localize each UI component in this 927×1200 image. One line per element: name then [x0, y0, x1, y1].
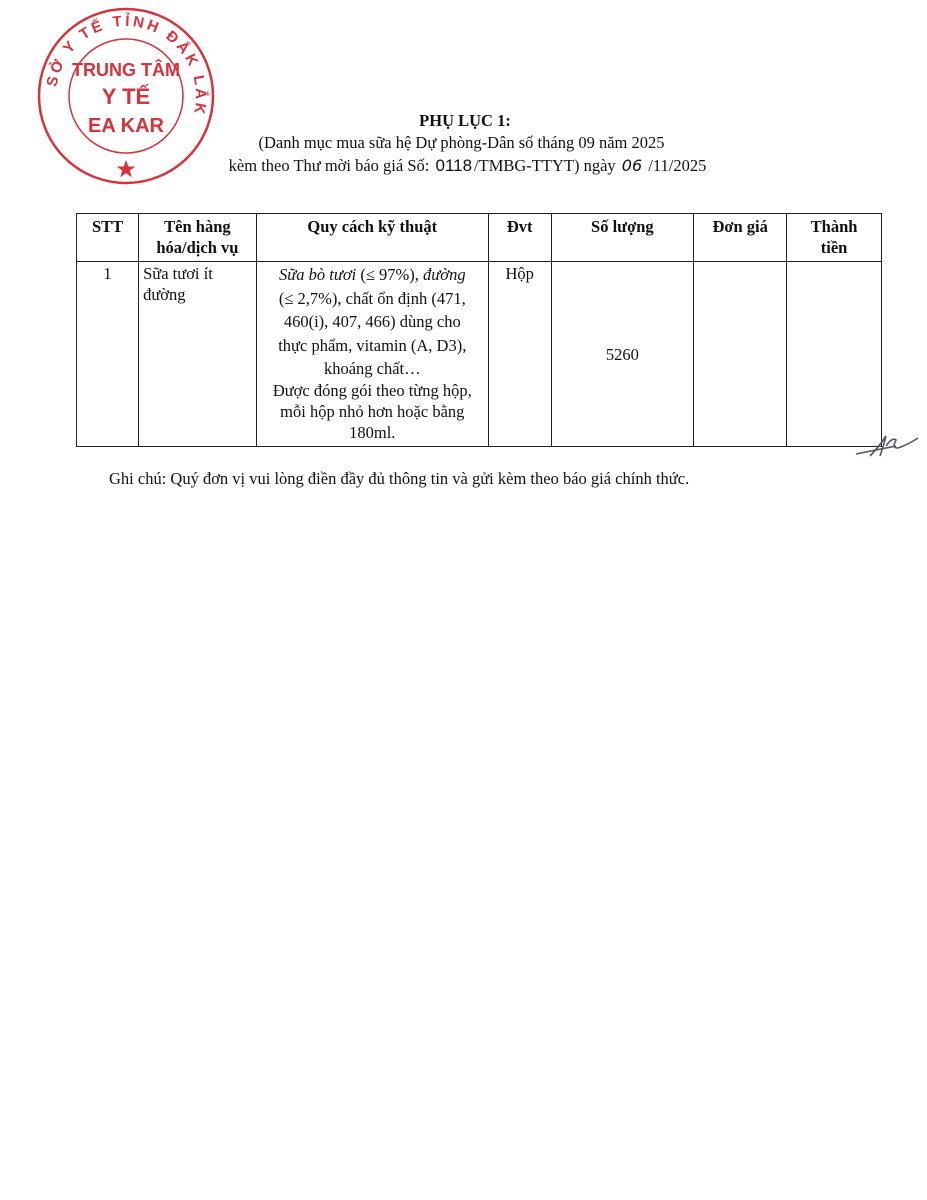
header-spec: Quy cách kỹ thuật: [256, 214, 488, 262]
stamp-line-3: EA KAR: [88, 115, 164, 137]
note-text: Ghi chú: Quý đơn vị vui lòng điền đầy đủ thông tin và gửi kèm theo báo giá chính thức.: [109, 469, 690, 488]
cell-quantity: 5260: [551, 262, 694, 447]
appendix-title: PHỤ LỤC 1:: [419, 111, 511, 130]
cell-spec: Sữa bò tươi (≤ 97%), đường (≤ 2,7%), chất ổn định (471, 460(i), 407, 466) dùng cho thực phẩm, vitamin (A, D3), khoáng chất… Được đóng gói theo từng hộp, mỗi hộp nhỏ hơn hoặc bằng 180ml.: [256, 262, 488, 447]
goods-table: [76, 213, 882, 447]
ref-day: 06: [621, 156, 643, 175]
stamp-line-1: TRUNG TÂM: [72, 60, 180, 80]
appendix-reference: [4, 155, 927, 177]
header-unit-price: Đơn giá: [694, 214, 787, 262]
stamp-line-2: Y TẾ: [101, 84, 151, 109]
header-quantity: Số lượng: [551, 214, 694, 262]
cell-unit-price: [694, 262, 787, 447]
cell-total: [787, 262, 882, 447]
table-header-row: [77, 214, 882, 262]
table-row: [77, 262, 882, 447]
header-unit: Đvt: [488, 214, 551, 262]
header-stt: STT: [77, 214, 139, 262]
appendix-subtitle: (Danh mục mua sữa hệ Dự phòng-Dân số tháng 09 năm 2025: [258, 133, 665, 152]
cell-stt: 1: [77, 262, 139, 447]
svg-text:SỞ Y TẾ TỈNH ĐẮK LẮK: SỞ Y TẾ TỈNH ĐẮK LẮK: [43, 12, 210, 119]
ref-prefix: kèm theo Thư mời báo giá Số:: [228, 156, 430, 175]
ref-mid: /TMBG-TTYT) ngày: [474, 156, 616, 175]
ref-number: 0118: [435, 156, 473, 175]
signature-initials: [852, 426, 922, 462]
cell-unit: Hộp: [488, 262, 551, 447]
header-total: Thành tiền: [787, 214, 882, 262]
header-item-name: Tên hàng hóa/dịch vụ: [139, 214, 257, 262]
cell-item-name: Sữa tươi ít đường: [139, 262, 257, 447]
ref-suffix: /11/2025: [648, 156, 707, 175]
